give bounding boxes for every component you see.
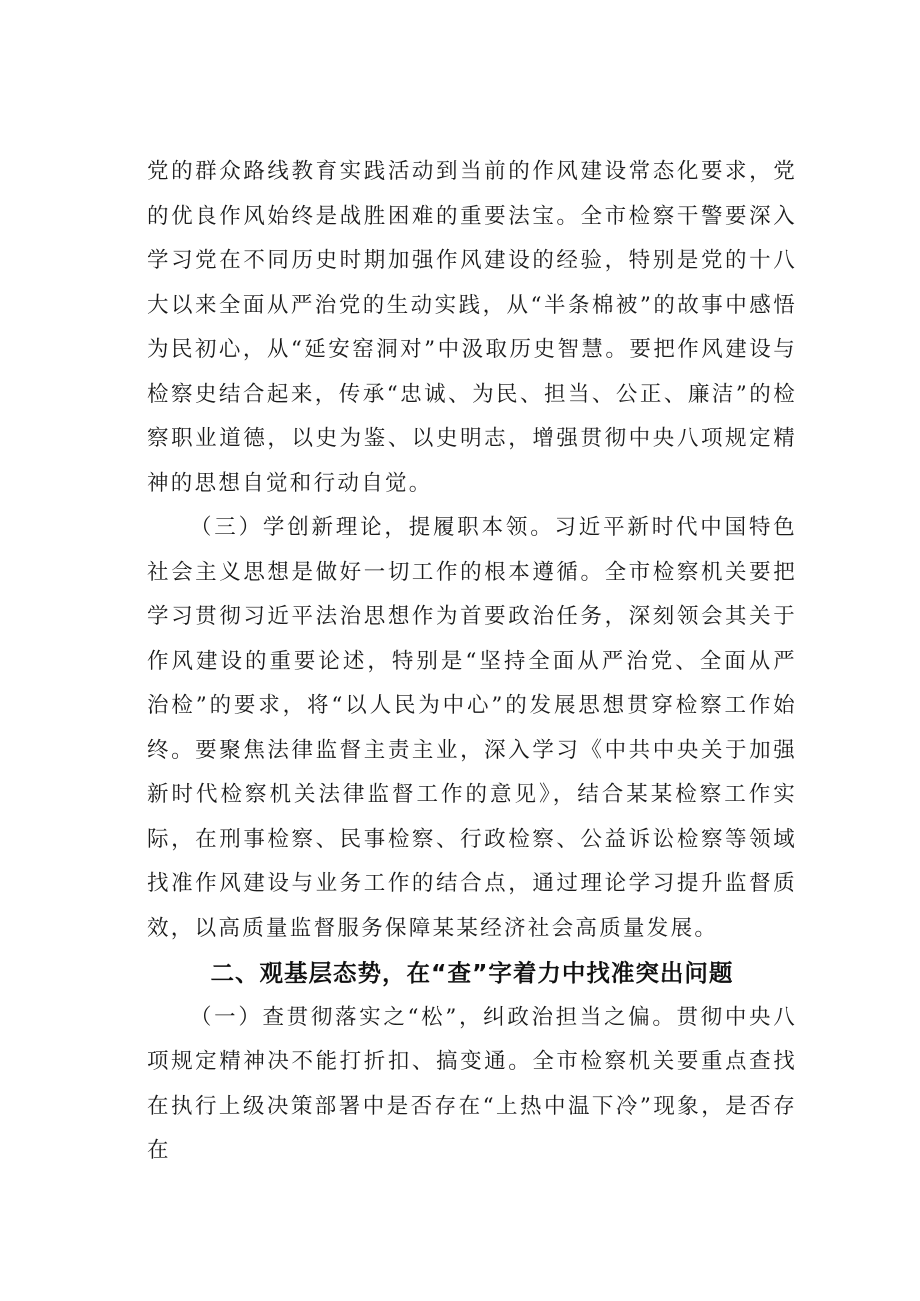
document-body — [147, 150, 797, 1174]
paragraph-check-implementation: （一）查贯彻落实之“松”，纠政治担当之偏。贯彻中央八项规定精神决不能打折扣、搞变通。全市检察机关要重点查找在执行上级决策部署中是否存在“上热中温下冷”现象，是否存在 — [147, 1004, 797, 1163]
paragraph-party-style-history: 党的群众路线教育实践活动到当前的作风建设常态化要求，党的优良作风始终是战胜困难的重要法宝。全市检察干警要深入学习党在不同历史时期加强作风建设的经验，特别是党的十八大以来全面从严治党的生动实践，从“半条棉被”的故事中感悟为民初心，从“延安窑洞对”中汲取历史智慧。要把作风建设与检察史结合起来，传承“忠诚、为民、担当、公正、廉洁”的检察职业道德，以史为鉴、以史明志，增强贯彻中央八项规定精神的思想自觉和行动自觉。 — [147, 159, 797, 496]
paragraph-study-new-theory: （三）学创新理论，提履职本领。习近平新时代中国特色社会主义思想是做好一切工作的根本遵循。全市检察机关要把学习贯彻习近平法治思想作为首要政治任务，深刻领会其关于作风建设的重要论述，特别是“坚持全面从严治党、全面从严治检”的要求，将“以人民为中心”的发展思想贯穿检察工作始终。要聚焦法律监督主责主业，深入学习《中共中央关于加强新时代检察机关法律监督工作的意见》，结合某某检察工作实际，在刑事检察、民事检察、行政检察、公益诉讼检察等领域找准作风建设与业务工作的结合点，通过理论学习提升监督质效，以高质量监督服务保障某某经济社会高质量发展。 — [147, 515, 797, 941]
section-heading-grassroots: 二、观基层态势，在“查”字着力中找准突出问题 — [210, 959, 734, 987]
